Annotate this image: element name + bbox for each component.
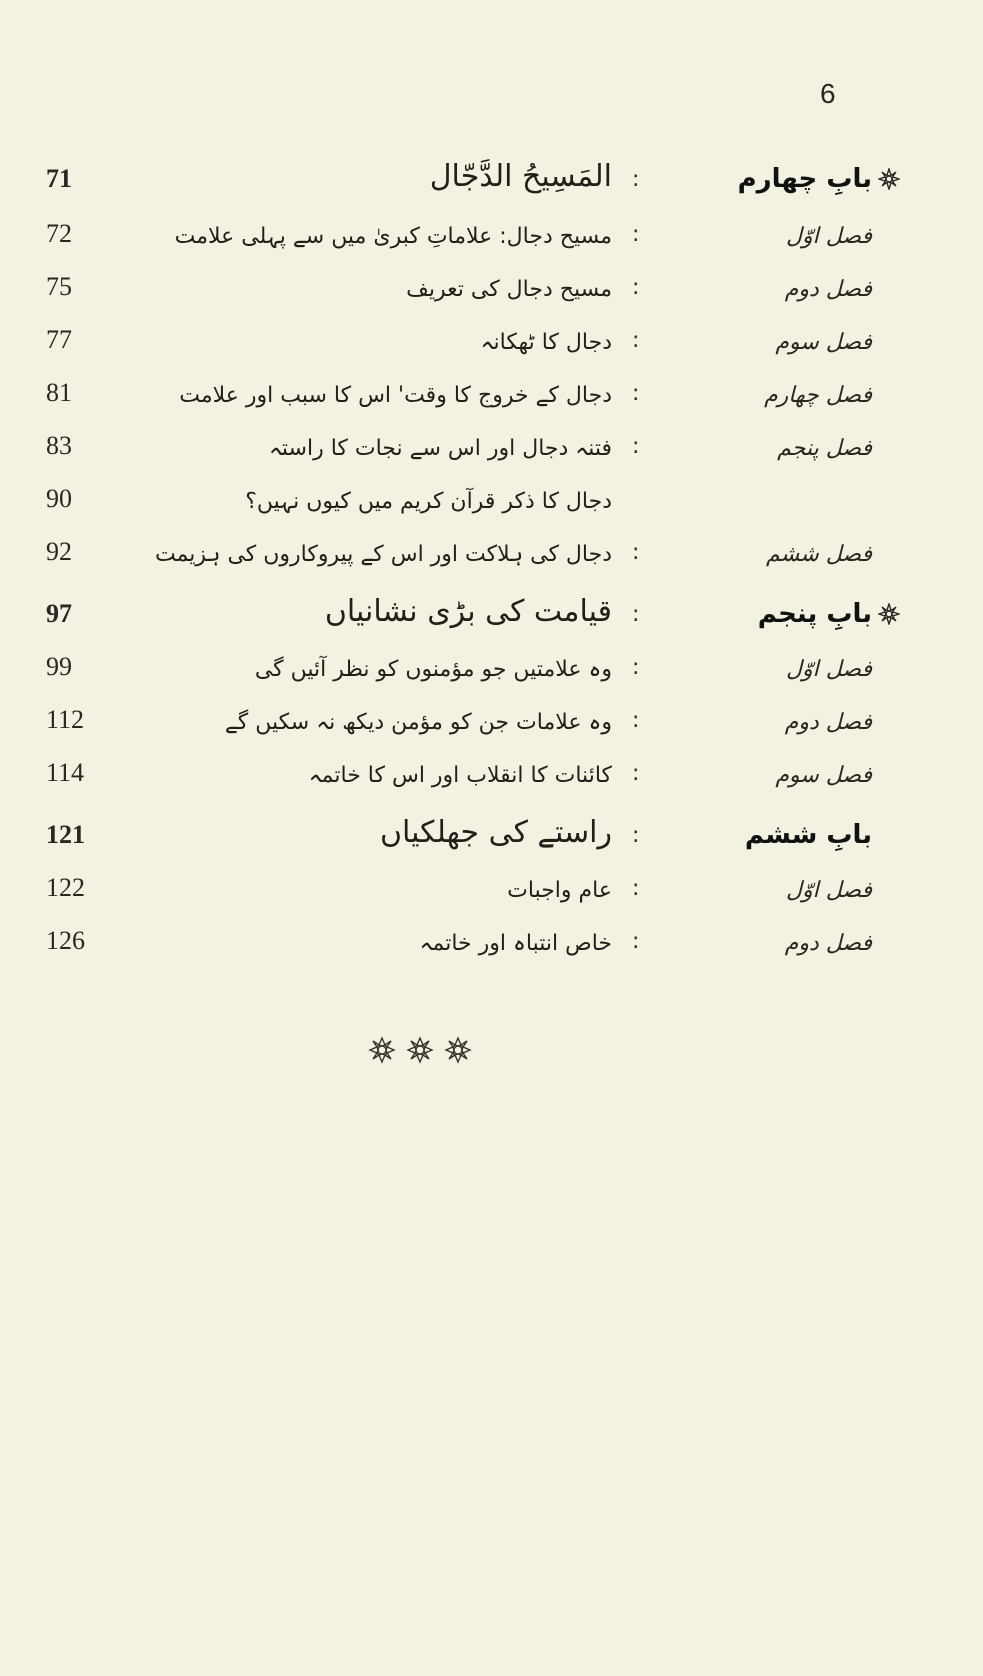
chapter-title: المَسِیحُ الدَّجّال	[429, 159, 612, 194]
toc-page-number: 71	[46, 164, 72, 193]
separator-colon: :	[632, 275, 640, 300]
chapter-title: قیامت کی بڑی نشانیاں	[324, 594, 612, 629]
separator-colon: :	[632, 434, 640, 459]
toc-page-number: 72	[46, 219, 72, 248]
separator-colon: :	[632, 929, 640, 954]
toc-chapter-row	[40, 150, 900, 200]
toc-page-number: 81	[46, 378, 72, 407]
section-title: دجال کا ذکر قرآن کریم میں کیوں نہیں؟	[245, 489, 612, 514]
toc-chapter-row	[40, 806, 900, 856]
chapter-label: بابِ ششم	[744, 820, 872, 850]
separator-colon: :	[632, 167, 640, 192]
section-title: دجال کی ہلاکت اور اس کے پیروکاروں کی ہزیمت	[154, 542, 612, 567]
section-title: خاص انتباہ اور خاتمہ	[419, 931, 612, 956]
toc-page-number: 112	[46, 705, 85, 734]
toc-row	[40, 311, 900, 361]
flower-marker-icon	[878, 603, 900, 625]
toc-page-number: 99	[46, 652, 72, 681]
chapter-title: راستے کی جھلکیاں	[379, 815, 612, 850]
toc-row	[40, 417, 900, 467]
toc-page-number: 121	[46, 820, 85, 849]
section-label: فصل اوّل	[786, 657, 872, 682]
separator-colon: :	[632, 602, 640, 627]
toc-page-number: 75	[46, 272, 72, 301]
section-title: فتنہ دجال اور اس سے نجات کا راستہ	[269, 436, 612, 461]
toc-page-number: 92	[46, 537, 72, 566]
toc-page-number: 114	[46, 758, 85, 787]
section-title: عام واجبات	[507, 878, 612, 903]
toc-page-number: 83	[46, 431, 72, 460]
toc-page-number: 77	[46, 325, 72, 354]
toc-row	[40, 470, 900, 520]
section-label: فصل چھارم	[764, 383, 872, 408]
section-label: فصل دوم	[784, 710, 872, 735]
toc-chapter-row	[40, 585, 900, 635]
section-title: دجال کا ٹھکانہ	[480, 330, 612, 355]
separator-colon: :	[632, 708, 640, 733]
page-number: 6	[820, 78, 836, 109]
toc-row	[40, 523, 900, 573]
toc-page-number: 122	[46, 873, 85, 902]
separator-colon: :	[632, 381, 640, 406]
flower-marker-icon	[878, 168, 900, 190]
separator-colon: :	[632, 328, 640, 353]
section-label: فصل سوم	[775, 763, 872, 788]
section-title: کائنات کا انقلاب اور اس کا خاتمہ	[308, 763, 612, 788]
toc-row	[40, 205, 900, 255]
separator-colon: :	[632, 876, 640, 901]
toc-row	[40, 744, 900, 794]
section-title: مسیح دجال کی تعریف	[406, 277, 612, 302]
separator-colon: :	[632, 540, 640, 565]
toc-page-number: 97	[46, 599, 72, 628]
chapter-label: بابِ پنجم	[757, 599, 872, 629]
section-title: دجال کے خروج کا وقت' اس کا سبب اور علامت	[179, 383, 612, 408]
toc-row	[40, 912, 900, 962]
separator-colon: :	[632, 222, 640, 247]
toc-row	[40, 691, 900, 741]
toc-row	[40, 859, 900, 909]
section-label: فصل سوم	[775, 330, 872, 355]
flower-ornament-icon	[368, 1036, 396, 1064]
section-label: فصل اوّل	[786, 878, 872, 903]
section-label: فصل دوم	[784, 931, 872, 956]
toc-row	[40, 364, 900, 414]
toc-page-number: 90	[46, 484, 72, 513]
chapter-label: بابِ چھارم	[737, 164, 872, 194]
section-title: مسیح دجال: علاماتِ کبریٰ میں سے پہلی علامت	[174, 224, 612, 249]
section-title: وہ علامتیں جو مؤمنوں کو نظر آئیں گی	[254, 657, 612, 682]
section-title: وہ علامات جن کو مؤمن دیکھ نہ سکیں گے	[224, 710, 612, 735]
section-label: فصل ششم	[766, 542, 872, 567]
section-label: فصل پنجم	[777, 436, 872, 461]
toc-page-number: 126	[46, 926, 85, 955]
separator-colon: :	[632, 823, 640, 848]
toc-row	[40, 638, 900, 688]
end-ornaments	[368, 1036, 488, 1066]
flower-ornament-icon	[444, 1036, 472, 1064]
section-label: فصل اوّل	[786, 224, 872, 249]
toc-row	[40, 258, 900, 308]
section-label: فصل دوم	[784, 277, 872, 302]
separator-colon: :	[632, 761, 640, 786]
flower-ornament-icon	[406, 1036, 434, 1064]
separator-colon: :	[632, 655, 640, 680]
